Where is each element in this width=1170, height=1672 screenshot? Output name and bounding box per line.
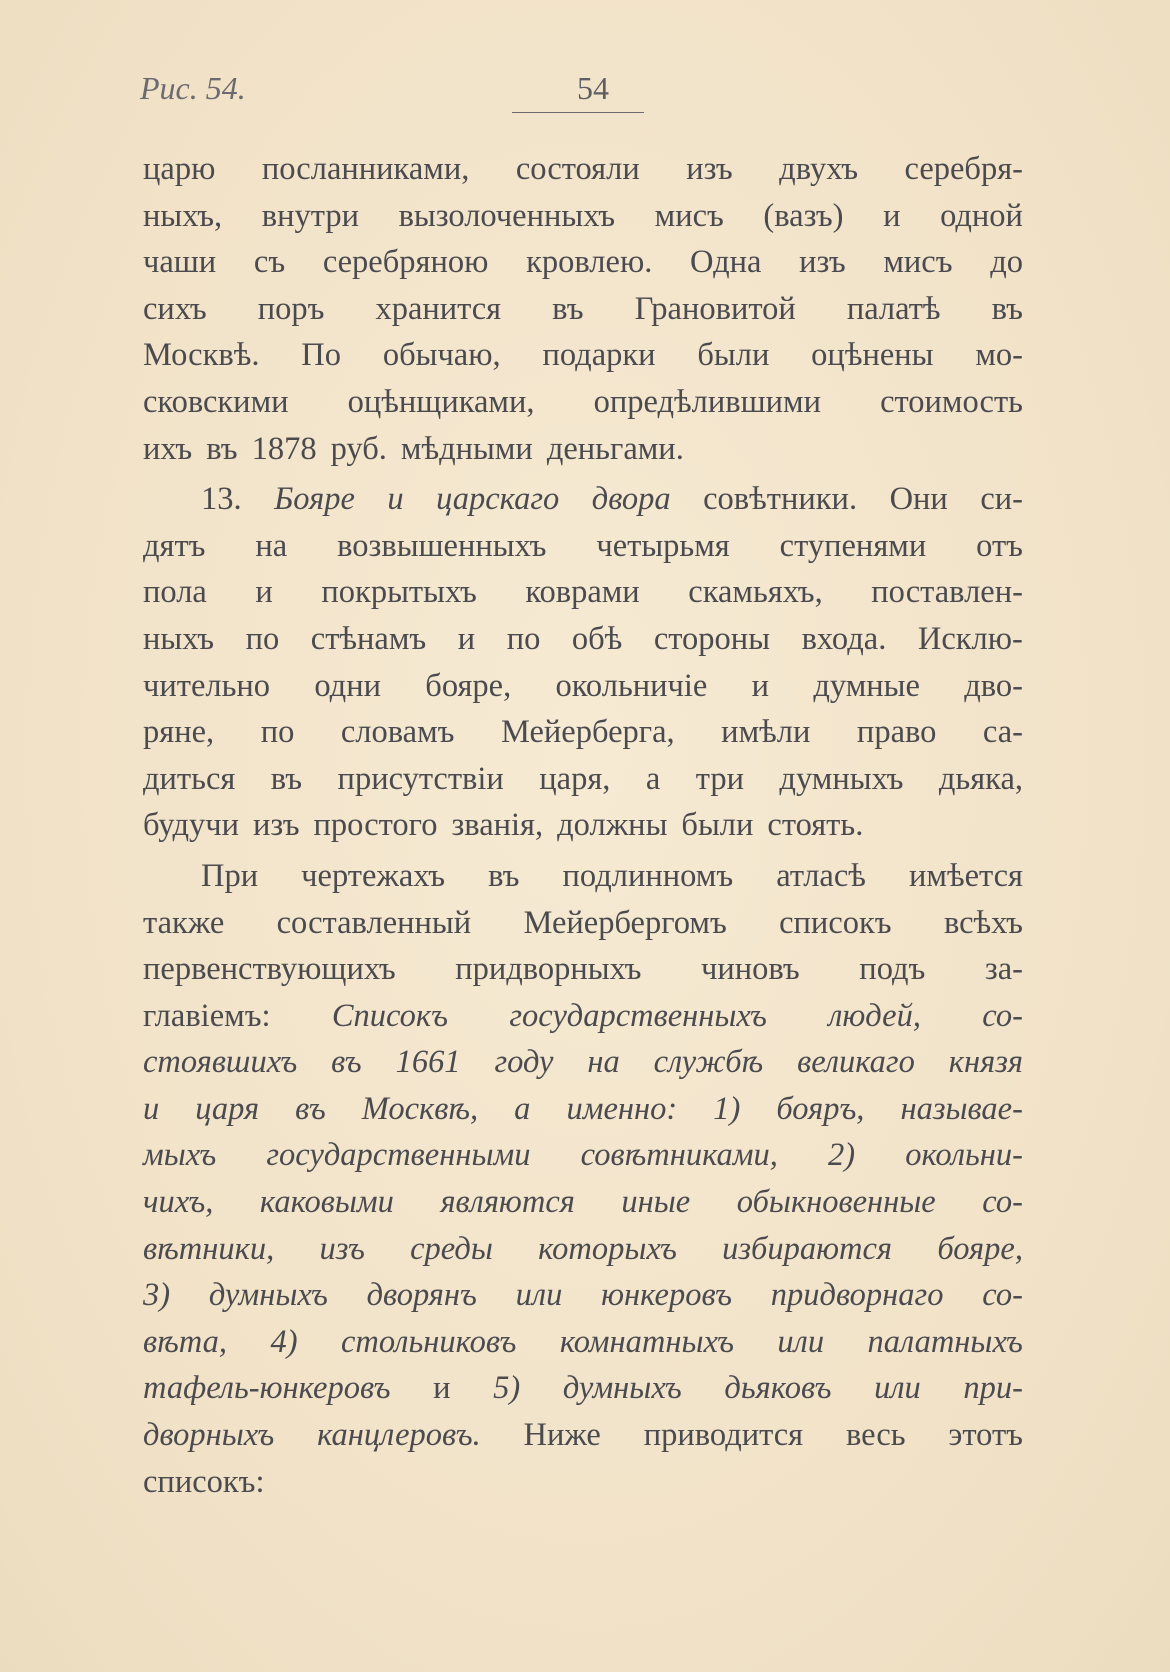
word: этотъ [948,1417,1023,1454]
word: стороны [653,620,771,657]
text-line [143,853,1023,900]
word: мо- [975,337,1023,374]
word: именно: [566,1090,678,1127]
text-line [143,1365,1023,1412]
word: князя [948,1044,1023,1081]
text-line [143,476,1023,523]
text-line [143,993,1023,1040]
word: каковыми [259,1184,394,1221]
word: дворянъ [366,1277,477,1314]
word: диться [143,760,236,797]
word: стоять. [767,807,864,844]
word: думные [813,667,920,704]
word: со- [982,1184,1023,1221]
word: дятъ [143,527,206,564]
word: окольничіе [555,667,708,704]
word: списокъ [779,904,892,941]
word: стоимость [880,383,1023,420]
text-line [143,523,1023,570]
word: комнатныхъ [559,1323,734,1360]
word: деньгами. [546,430,684,467]
word: въ [991,290,1023,327]
word: избираются [722,1230,893,1267]
word: и [751,667,770,704]
word: бояре, [425,667,512,704]
word: имѣли [721,714,811,751]
word: бояре, [937,1230,1023,1267]
word: чиновъ [701,951,800,988]
word: обычаю, [382,337,501,374]
word: мисъ [654,197,724,234]
word: совѣтниками, [580,1137,778,1174]
word: при- [963,1370,1023,1407]
text-line [143,900,1023,947]
word: право [856,714,937,751]
text-line [143,616,1023,663]
word: поставлен- [871,574,1023,611]
word: По [301,337,342,374]
word: руб. [330,430,387,467]
word: палатныхъ [867,1323,1023,1360]
word: съ [253,244,286,281]
word: составленный [276,904,472,941]
word: придворнаго [770,1277,944,1314]
word: придворныхъ [455,951,642,988]
word: 13. [201,481,242,518]
word: списокъ: [143,1463,265,1500]
word: 4) [270,1323,298,1360]
word: возвышенныхъ [337,527,547,564]
word: въ [270,760,303,797]
word: ступенями [779,527,927,564]
word: первенствующихъ [143,951,396,988]
word: мыхъ [143,1137,217,1174]
word: сковскими [143,383,289,420]
word: въ [295,1090,326,1127]
word: посланниками, [261,151,470,187]
word: дворныхъ [143,1417,275,1454]
word: за- [984,951,1023,988]
word: канцлеровъ. [317,1417,481,1454]
word: оцѣнены [811,337,934,374]
word: обѣ [571,620,623,657]
word: са- [982,714,1023,751]
word: думныхъ [562,1370,682,1407]
text-line [143,756,1023,803]
word: называе- [900,1090,1023,1127]
word: великаго [797,1044,915,1081]
word: атласѣ [776,857,866,894]
word: оцѣнщиками, [347,383,535,420]
word: въ [206,430,238,467]
word: Ниже [523,1417,601,1454]
word: Они [889,481,948,518]
word: или [874,1370,921,1407]
text-line [143,1412,1023,1459]
word: году [494,1044,554,1081]
text-line [143,426,1023,473]
word: въ [331,1044,362,1081]
word: вѣта, [143,1323,228,1360]
word: При [201,857,259,894]
word: званія, [451,807,544,844]
word: четырьмя [596,527,730,564]
text-line [143,379,1023,426]
text-line [143,1132,1023,1179]
word: и [255,574,273,611]
word: серебря- [904,151,1023,187]
word: по [245,620,280,657]
text-line [143,946,1023,993]
word: хранится [375,290,502,327]
text-line [143,1086,1023,1133]
word: иные [621,1184,691,1221]
word: чаши [143,244,217,281]
word: или [515,1277,563,1314]
word: царя [195,1090,260,1127]
text-line [143,709,1023,756]
word: 5) [493,1370,521,1407]
word: присутствіи [337,760,504,797]
word: Мейерберга, [501,714,675,751]
word: окольни- [905,1137,1023,1174]
word: являются [440,1184,575,1221]
word: людей, [828,997,921,1034]
figure-label: Рис. 54. [140,70,246,106]
word: внутри [261,197,359,234]
text-line [143,1459,1023,1506]
word: а [514,1090,531,1127]
word: и [433,1370,451,1407]
word: думныхъ [208,1277,328,1314]
word: опредѣлившими [593,383,821,420]
word: которыхъ [538,1230,677,1267]
word: весь [845,1417,906,1454]
word: и [883,197,901,234]
word: и [387,481,404,518]
word: со- [982,997,1023,1034]
word: мѣдными [400,430,533,467]
text-line [143,663,1023,710]
word: дво- [964,667,1023,704]
word: поръ [257,290,325,327]
word: вызолоченныхъ [398,197,616,234]
word: думныхъ [779,760,904,797]
word: дьяка, [938,760,1023,797]
page-number: 54 [577,70,609,106]
word: среды [410,1230,493,1267]
word: ряне, [143,714,215,751]
word: (вазъ) [763,197,844,234]
text-line [143,1319,1023,1366]
word: палатѣ [846,290,941,327]
word: тафель-юнкеровъ [143,1370,391,1407]
word: ихъ [143,430,193,467]
word: сихъ [143,290,207,327]
word: изъ [799,244,846,281]
word: мисъ [883,244,953,281]
word: до [990,244,1023,281]
word: входа. [801,620,887,657]
word: вѣтники, [143,1230,275,1267]
word: простого [313,807,438,844]
word: Списокъ [331,997,448,1034]
word: чительно [143,667,271,704]
word: и [143,1090,160,1127]
word: одни [314,667,381,704]
word: ныхъ [143,620,215,657]
word: по [506,620,541,657]
word: государственныхъ [509,997,767,1034]
word: царя, [539,760,611,797]
text-line [143,332,1023,379]
word: царю [143,151,216,187]
word: въ [552,290,584,327]
word: стольниковъ [340,1323,517,1360]
word: кровлею. [526,244,653,281]
text-line [143,1039,1023,1086]
word: Москвѣ. [143,337,260,374]
word: серебряною [322,244,489,281]
word: одной [940,197,1023,234]
word: юнкеровъ [601,1277,733,1314]
text-line [143,1226,1023,1273]
word: на [255,527,288,564]
text-line [143,146,1023,193]
word: скамьяхъ, [688,574,823,611]
word: Исклю- [917,620,1023,657]
word: государственными [266,1137,531,1174]
word: три [695,760,744,797]
word: Бояре [274,481,355,518]
text-line [143,239,1023,286]
word: также [143,904,225,941]
text-line [143,193,1023,240]
word: стѣнамъ [310,620,427,657]
word: 2) [827,1137,856,1174]
word: Москвѣ, [361,1090,479,1127]
word: приводится [643,1417,804,1454]
word: были [681,807,754,844]
word: бояръ, [776,1090,865,1127]
word: подлинномъ [562,857,734,894]
text-line [143,802,1023,849]
word: со- [982,1277,1023,1314]
word: подъ [859,951,926,988]
header-rule [512,112,644,113]
word: 3) [143,1277,171,1314]
word: въ [488,857,520,894]
word: состояли [515,151,640,187]
word: на [587,1044,620,1081]
word: изъ [319,1230,365,1267]
word: обыкновенные [736,1184,936,1221]
word: 1878 [251,430,317,467]
word: или [777,1323,825,1360]
word: пола [143,574,207,611]
word: Мейербергомъ [523,904,727,941]
word: были [697,337,770,374]
text-line [143,1179,1023,1226]
word: всѣхъ [943,904,1023,941]
text-line [143,569,1023,616]
word: си- [980,481,1023,518]
page-header [140,70,1040,120]
word: имѣется [908,857,1023,894]
word: царскаго [436,481,560,518]
word: стоявшихъ [143,1044,298,1081]
word: словамъ [340,714,455,751]
word: по [260,714,295,751]
word: чихъ, [143,1184,214,1221]
word: а [645,760,661,797]
word: будучи [143,807,240,844]
word: коврами [525,574,640,611]
word: дьяковъ [724,1370,832,1407]
word: и [457,620,476,657]
text-line [143,1272,1023,1319]
word: должны [557,807,668,844]
body-text [143,146,1023,1505]
word: Одна [690,244,762,281]
word: ныхъ, [143,197,223,234]
text-line [143,286,1023,333]
word: Грановитой [634,290,796,327]
word: 1661 [395,1044,461,1081]
word: совѣтники. [703,481,858,518]
word: главіемъ: [143,997,271,1034]
word: двухъ [779,151,859,187]
word: изъ [686,151,733,187]
word: службѣ [653,1044,764,1081]
word: покрытыхъ [321,574,477,611]
word: отъ [976,527,1023,564]
word: двора [591,481,671,518]
word: чертежахъ [301,857,446,894]
word: 1) [713,1090,741,1127]
word: изъ [253,807,300,844]
word: подарки [542,337,656,374]
